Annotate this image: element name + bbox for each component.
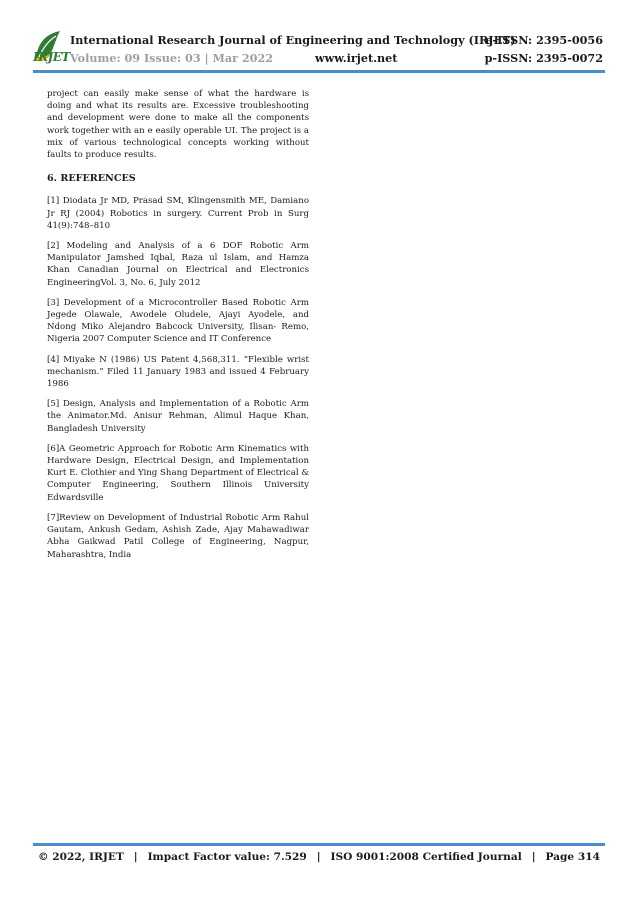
footer-separator: |: [316, 851, 321, 863]
reference-item: [4] Miyake N (1986) US Patent 4,568,311. “Flexible wrist mechanism.” Filed 11 January 1983 and issued 4 February 1986: [47, 354, 309, 390]
p-issn: p-ISSN: 2395-0072: [484, 51, 603, 65]
e-issn: e-ISSN: 2395-0056: [485, 33, 603, 47]
reference-item: [3] Development of a Microcontroller Based Robotic Arm Jegede Olawale, Awodele Oludele, Ajayi Ayodele, and Ndong Miko Alejandro Babcock University, Ilisan- Remo, Nigeria 2007 Computer Science and IT Conference: [47, 297, 309, 345]
website-link[interactable]: www.irjet.net: [315, 51, 398, 65]
footer-copyright: © 2022, IRJET: [38, 851, 124, 863]
footer-page-number: Page 314: [545, 851, 600, 863]
reference-item: [6]A Geometric Approach for Robotic Arm Kinematics with Hardware Design, Electrical Design, and Implementation Kurt E. Clothier and Ying Shang Department of Electrical & Computer Engineering, Southern Illinois University Edwardsville: [47, 443, 309, 503]
reference-item: [1] Diodata Jr MD, Prasad SM, Klingensmith ME, Damiano Jr RJ (2004) Robotics in surgery. Current Prob in Surg 41(9):748–810: [47, 196, 309, 231]
footer-iso: ISO 9001:2008 Certified Journal: [330, 851, 522, 863]
logo-text: IRJET: [33, 50, 70, 64]
reference-item: [7]Review on Development of Industrial Robotic Arm Rahul Gautam, Ankush Gedam, Ashish Zade, Ajay Mahawadiwar Abha Gaikwad Patil College of Engineering, Nagpur, Maharashtra, India: [47, 512, 309, 560]
reference-item: [2] Modeling and Analysis of a 6 DOF Robotic Arm Manipulator Jamshed Iqbal, Raza ul Islam, and Hamza Khan Canadian Journal on Electrical and Electronics EngineeringVol. 3, No. 6, July 2012: [47, 241, 309, 288]
footer-separator: |: [531, 851, 536, 863]
footer-impact-factor: Impact Factor value: 7.529: [147, 851, 307, 863]
header-divider: [33, 70, 605, 73]
footer-separator: |: [133, 851, 138, 863]
journal-title: International Research Journal of Engineering and Technology (IRJET): [70, 33, 516, 47]
volume-issue: Volume: 09 Issue: 03 | Mar 2022: [70, 51, 274, 65]
references-heading: 6. REFERENCES: [47, 173, 136, 185]
footer-divider: [33, 843, 605, 846]
page-footer: [38, 851, 600, 863]
intro-paragraph: project can easily make sense of what the hardware is doing and what its results are. Excessive troubleshooting and development were done to make all the components work together with an e easily operable UI. The project is a mix of various technological concepts working without faults to produce results.: [47, 89, 309, 161]
reference-item: [5] Design, Analysis and Implementation of a Robotic Arm the Animator.Md. Anisur Rehman, Alimul Haque Khan, Bangladesh University: [47, 399, 309, 434]
left-column: [47, 88, 309, 569]
